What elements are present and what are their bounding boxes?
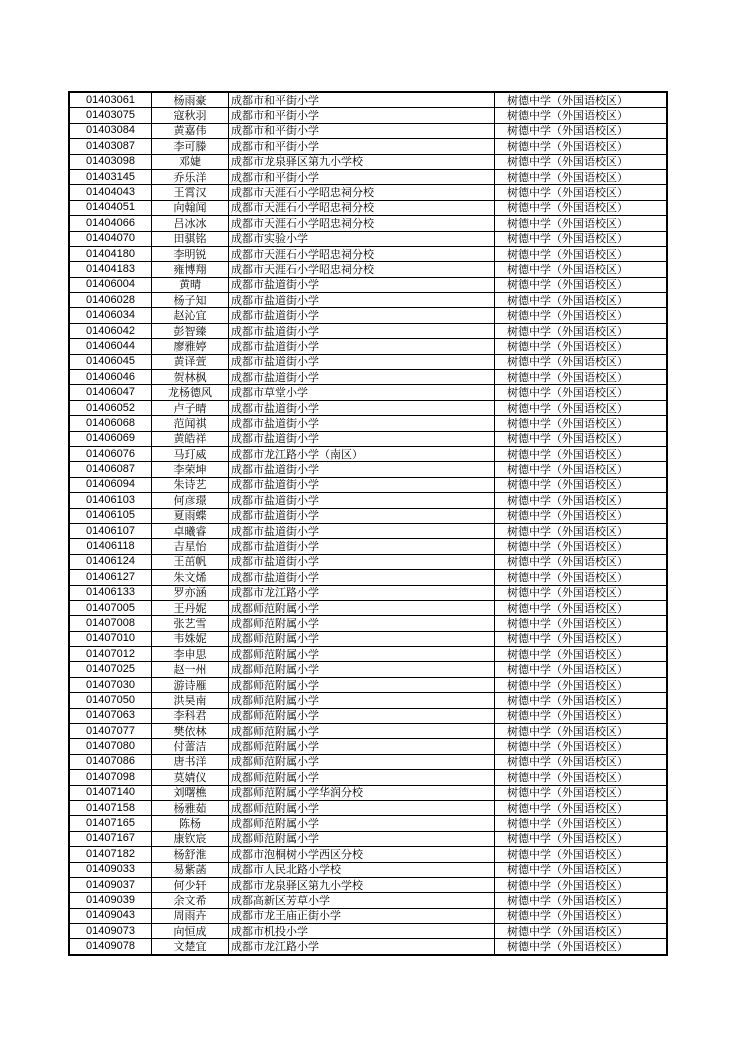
- student-name-cell: 邓婕: [152, 154, 229, 169]
- admitted-school-cell: 树德中学（外国语校区）: [495, 816, 668, 831]
- student-name-cell: 唐书洋: [152, 754, 229, 769]
- student-id-cell: 01406107: [69, 523, 152, 538]
- table-row: [69, 262, 667, 277]
- primary-school-cell: 成都市实验小学: [229, 231, 495, 246]
- student-name-cell: 马玎威: [152, 446, 229, 461]
- primary-school-cell: 成都师范附属小学: [229, 831, 495, 846]
- primary-school-cell: 成都师范附属小学: [229, 647, 495, 662]
- student-id-cell: 01404180: [69, 246, 152, 261]
- admitted-school-cell: 树德中学（外国语校区）: [495, 662, 668, 677]
- student-id-cell: 01406045: [69, 354, 152, 369]
- student-id-cell: 01406124: [69, 554, 152, 569]
- student-name-cell: 何彦璟: [152, 493, 229, 508]
- table-row: [69, 600, 667, 615]
- admitted-school-cell: 树德中学（外国语校区）: [495, 862, 668, 877]
- student-id-cell: 01407025: [69, 662, 152, 677]
- student-id-cell: 01409073: [69, 924, 152, 939]
- table-row: [69, 908, 667, 923]
- admitted-school-cell: 树德中学（外国语校区）: [495, 370, 668, 385]
- student-id-cell: 01406069: [69, 431, 152, 446]
- student-name-cell: 李荣坤: [152, 462, 229, 477]
- student-name-cell: 杨子知: [152, 293, 229, 308]
- table-row: [69, 169, 667, 184]
- admitted-school-cell: 树德中学（外国语校区）: [495, 354, 668, 369]
- student-id-cell: 01409037: [69, 877, 152, 892]
- student-name-cell: 王霄汉: [152, 185, 229, 200]
- admitted-school-cell: 树德中学（外国语校区）: [495, 139, 668, 154]
- primary-school-cell: 成都市盐道街小学: [229, 354, 495, 369]
- table-row: [69, 231, 667, 246]
- admitted-school-cell: 树德中学（外国语校区）: [495, 893, 668, 908]
- table-row: [69, 770, 667, 785]
- student-id-cell: 01406094: [69, 477, 152, 492]
- primary-school-cell: 成都市盐道街小学: [229, 570, 495, 585]
- table-row: [69, 385, 667, 400]
- table-row: [69, 400, 667, 415]
- primary-school-cell: 成都市龙泉驿区第九小学校: [229, 154, 495, 169]
- admitted-school-cell: 树德中学（外国语校区）: [495, 616, 668, 631]
- student-name-cell: 朱诗艺: [152, 477, 229, 492]
- admitted-school-cell: 树德中学（外国语校区）: [495, 508, 668, 523]
- admitted-school-cell: 树德中学（外国语校区）: [495, 847, 668, 862]
- table-row: [69, 431, 667, 446]
- student-id-cell: 01403098: [69, 154, 152, 169]
- student-name-cell: 黄皓祥: [152, 431, 229, 446]
- table-row: [69, 785, 667, 800]
- student-id-cell: 01406042: [69, 323, 152, 338]
- student-id-cell: 01406028: [69, 293, 152, 308]
- table-row: [69, 462, 667, 477]
- student-id-cell: 01404051: [69, 200, 152, 215]
- student-id-cell: 01406076: [69, 446, 152, 461]
- table-row: [69, 123, 667, 138]
- table-row: [69, 708, 667, 723]
- table-row: [69, 293, 667, 308]
- table-row: [69, 446, 667, 461]
- admitted-school-cell: 树德中学（外国语校区）: [495, 677, 668, 692]
- primary-school-cell: 成都市天涯石小学昭忠祠分校: [229, 185, 495, 200]
- admitted-school-cell: 树德中学（外国语校区）: [495, 154, 668, 169]
- primary-school-cell: 成都市天涯石小学昭忠祠分校: [229, 200, 495, 215]
- student-id-cell: 01407077: [69, 724, 152, 739]
- table-row: [69, 308, 667, 323]
- admitted-school-cell: 树德中学（外国语校区）: [495, 246, 668, 261]
- student-id-cell: 01407167: [69, 831, 152, 846]
- student-id-cell: 01407080: [69, 739, 152, 754]
- student-id-cell: 01407098: [69, 770, 152, 785]
- table-row: [69, 154, 667, 169]
- primary-school-cell: 成都市盐道街小学: [229, 277, 495, 292]
- primary-school-cell: 成都市和平街小学: [229, 139, 495, 154]
- student-name-cell: 王丹妮: [152, 600, 229, 615]
- student-name-cell: 何少轩: [152, 877, 229, 892]
- student-name-cell: 游诗雁: [152, 677, 229, 692]
- admitted-school-cell: 树德中学（外国语校区）: [495, 647, 668, 662]
- table-row: [69, 585, 667, 600]
- student-id-cell: 01407030: [69, 677, 152, 692]
- primary-school-cell: 成都师范附属小学: [229, 800, 495, 815]
- student-name-cell: 田骐铭: [152, 231, 229, 246]
- primary-school-cell: 成都市龙江路小学: [229, 585, 495, 600]
- student-id-cell: 01403075: [69, 108, 152, 123]
- primary-school-cell: 成都市盐道街小学: [229, 370, 495, 385]
- student-id-cell: 01407010: [69, 631, 152, 646]
- primary-school-cell: 成都市盐道街小学: [229, 339, 495, 354]
- student-id-cell: 01407182: [69, 847, 152, 862]
- table-row: [69, 847, 667, 862]
- admitted-school-cell: 树德中学（外国语校区）: [495, 554, 668, 569]
- table-row: [69, 246, 667, 261]
- table-row: [69, 800, 667, 815]
- admitted-school-cell: 树德中学（外国语校区）: [495, 724, 668, 739]
- admission-table: [68, 91, 668, 956]
- admitted-school-cell: 树德中学（外国语校区）: [495, 523, 668, 538]
- primary-school-cell: 成都市天涯石小学昭忠祠分校: [229, 216, 495, 231]
- student-id-cell: 01403087: [69, 139, 152, 154]
- student-name-cell: 韦姝妮: [152, 631, 229, 646]
- table-row: [69, 739, 667, 754]
- table-row: [69, 724, 667, 739]
- table-row: [69, 539, 667, 554]
- admitted-school-cell: 树德中学（外国语校区）: [495, 908, 668, 923]
- table-row: [69, 108, 667, 123]
- table-row: [69, 200, 667, 215]
- student-name-cell: 余文希: [152, 893, 229, 908]
- student-name-cell: 彭智臻: [152, 323, 229, 338]
- primary-school-cell: 成都师范附属小学: [229, 677, 495, 692]
- student-id-cell: 01406046: [69, 370, 152, 385]
- primary-school-cell: 成都市龙泉驿区第九小学校: [229, 877, 495, 892]
- table-row: [69, 662, 667, 677]
- student-id-cell: 01403145: [69, 169, 152, 184]
- admitted-school-cell: 树德中学（外国语校区）: [495, 708, 668, 723]
- student-id-cell: 01409033: [69, 862, 152, 877]
- table-row: [69, 523, 667, 538]
- table-row: [69, 508, 667, 523]
- primary-school-cell: 成都市龙江路小学（南区）: [229, 446, 495, 461]
- primary-school-cell: 成都市和平街小学: [229, 123, 495, 138]
- admitted-school-cell: 树德中学（外国语校区）: [495, 631, 668, 646]
- admitted-school-cell: 树德中学（外国语校区）: [495, 831, 668, 846]
- student-name-cell: 乔乐洋: [152, 169, 229, 184]
- table-row: [69, 816, 667, 831]
- admitted-school-cell: 树德中学（外国语校区）: [495, 200, 668, 215]
- admitted-school-cell: 树德中学（外国语校区）: [495, 585, 668, 600]
- student-name-cell: 刘曙樵: [152, 785, 229, 800]
- student-name-cell: 李申思: [152, 647, 229, 662]
- primary-school-cell: 成都师范附属小学: [229, 616, 495, 631]
- student-id-cell: 01406052: [69, 400, 152, 415]
- student-name-cell: 莫婧仪: [152, 770, 229, 785]
- primary-school-cell: 成都师范附属小学: [229, 816, 495, 831]
- student-id-cell: 01409039: [69, 893, 152, 908]
- table-row: [69, 323, 667, 338]
- primary-school-cell: 成都市天涯石小学昭忠祠分校: [229, 246, 495, 261]
- student-id-cell: 01406103: [69, 493, 152, 508]
- student-id-cell: 01406118: [69, 539, 152, 554]
- student-name-cell: 文楚宜: [152, 939, 229, 955]
- primary-school-cell: 成都师范附属小学: [229, 600, 495, 615]
- table-row: [69, 477, 667, 492]
- admitted-school-cell: 树德中学（外国语校区）: [495, 539, 668, 554]
- primary-school-cell: 成都师范附属小学: [229, 693, 495, 708]
- admitted-school-cell: 树德中学（外国语校区）: [495, 169, 668, 184]
- primary-school-cell: 成都市龙江路小学: [229, 939, 495, 955]
- student-name-cell: 黄译萱: [152, 354, 229, 369]
- table-row: [69, 185, 667, 200]
- primary-school-cell: 成都市泡桐树小学西区分校: [229, 847, 495, 862]
- admitted-school-cell: 树德中学（外国语校区）: [495, 185, 668, 200]
- admitted-school-cell: 树德中学（外国语校区）: [495, 770, 668, 785]
- primary-school-cell: 成都师范附属小学: [229, 770, 495, 785]
- table-row: [69, 616, 667, 631]
- admitted-school-cell: 树德中学（外国语校区）: [495, 739, 668, 754]
- student-name-cell: 王茁帆: [152, 554, 229, 569]
- student-name-cell: 寇秋羽: [152, 108, 229, 123]
- student-id-cell: 01406034: [69, 308, 152, 323]
- primary-school-cell: 成都市天涯石小学昭忠祠分校: [229, 262, 495, 277]
- student-name-cell: 贺林枫: [152, 370, 229, 385]
- student-id-cell: 01406047: [69, 385, 152, 400]
- student-id-cell: 01404043: [69, 185, 152, 200]
- student-name-cell: 赵沁宜: [152, 308, 229, 323]
- admitted-school-cell: 树德中学（外国语校区）: [495, 431, 668, 446]
- admitted-school-cell: 树德中学（外国语校区）: [495, 477, 668, 492]
- student-name-cell: 杨舒淮: [152, 847, 229, 862]
- table-row: [69, 831, 667, 846]
- student-name-cell: 廖雅婷: [152, 339, 229, 354]
- student-id-cell: 01407165: [69, 816, 152, 831]
- admitted-school-cell: 树德中学（外国语校区）: [495, 446, 668, 461]
- admitted-school-cell: 树德中学（外国语校区）: [495, 92, 668, 108]
- student-name-cell: 李明锐: [152, 246, 229, 261]
- primary-school-cell: 成都市盐道街小学: [229, 400, 495, 415]
- admitted-school-cell: 树德中学（外国语校区）: [495, 216, 668, 231]
- admitted-school-cell: 树德中学（外国语校区）: [495, 231, 668, 246]
- table-row: [69, 631, 667, 646]
- student-name-cell: 张艺雪: [152, 616, 229, 631]
- admitted-school-cell: 树德中学（外国语校区）: [495, 693, 668, 708]
- student-name-cell: 向翰闻: [152, 200, 229, 215]
- table-row: [69, 939, 667, 955]
- admitted-school-cell: 树德中学（外国语校区）: [495, 323, 668, 338]
- primary-school-cell: 成都市盐道街小学: [229, 462, 495, 477]
- student-name-cell: 李科君: [152, 708, 229, 723]
- admitted-school-cell: 树德中学（外国语校区）: [495, 416, 668, 431]
- table-row: [69, 647, 667, 662]
- student-id-cell: 01403061: [69, 92, 152, 108]
- primary-school-cell: 成都市盐道街小学: [229, 323, 495, 338]
- student-name-cell: 杨雅茹: [152, 800, 229, 815]
- table-row: [69, 862, 667, 877]
- admitted-school-cell: 树德中学（外国语校区）: [495, 570, 668, 585]
- student-name-cell: 吉星怡: [152, 539, 229, 554]
- admitted-school-cell: 树德中学（外国语校区）: [495, 754, 668, 769]
- table-row: [69, 92, 667, 108]
- student-name-cell: 龙杨德风: [152, 385, 229, 400]
- table-row: [69, 877, 667, 892]
- primary-school-cell: 成都市人民北路小学校: [229, 862, 495, 877]
- table-row: [69, 339, 667, 354]
- student-name-cell: 卢子晴: [152, 400, 229, 415]
- table-row: [69, 416, 667, 431]
- admitted-school-cell: 树德中学（外国语校区）: [495, 939, 668, 955]
- student-name-cell: 黄嘉伟: [152, 123, 229, 138]
- student-name-cell: 夏雨蝶: [152, 508, 229, 523]
- student-name-cell: 杨雨豪: [152, 92, 229, 108]
- primary-school-cell: 成都师范附属小学: [229, 631, 495, 646]
- admitted-school-cell: 树德中学（外国语校区）: [495, 108, 668, 123]
- student-id-cell: 01404183: [69, 262, 152, 277]
- table-body: [69, 92, 667, 955]
- admitted-school-cell: 树德中学（外国语校区）: [495, 277, 668, 292]
- table-row: [69, 693, 667, 708]
- student-name-cell: 洪昊南: [152, 693, 229, 708]
- table-row: [69, 893, 667, 908]
- admitted-school-cell: 树德中学（外国语校区）: [495, 293, 668, 308]
- primary-school-cell: 成都市盐道街小学: [229, 539, 495, 554]
- primary-school-cell: 成都师范附属小学: [229, 662, 495, 677]
- student-id-cell: 01407050: [69, 693, 152, 708]
- student-id-cell: 01406133: [69, 585, 152, 600]
- admitted-school-cell: 树德中学（外国语校区）: [495, 924, 668, 939]
- primary-school-cell: 成都市盐道街小学: [229, 431, 495, 446]
- primary-school-cell: 成都市盐道街小学: [229, 477, 495, 492]
- table-row: [69, 677, 667, 692]
- student-id-cell: 01407086: [69, 754, 152, 769]
- table-row: [69, 493, 667, 508]
- student-id-cell: 01409078: [69, 939, 152, 955]
- student-id-cell: 01407008: [69, 616, 152, 631]
- admitted-school-cell: 树德中学（外国语校区）: [495, 339, 668, 354]
- primary-school-cell: 成都市和平街小学: [229, 108, 495, 123]
- student-name-cell: 周雨卉: [152, 908, 229, 923]
- primary-school-cell: 成都市盐道街小学: [229, 293, 495, 308]
- student-id-cell: 01406068: [69, 416, 152, 431]
- student-id-cell: 01406127: [69, 570, 152, 585]
- admitted-school-cell: 树德中学（外国语校区）: [495, 800, 668, 815]
- table-row: [69, 216, 667, 231]
- primary-school-cell: 成都高新区芳草小学: [229, 893, 495, 908]
- table-row: [69, 354, 667, 369]
- student-name-cell: 樊依林: [152, 724, 229, 739]
- admitted-school-cell: 树德中学（外国语校区）: [495, 308, 668, 323]
- student-name-cell: 易紫菡: [152, 862, 229, 877]
- primary-school-cell: 成都师范附属小学: [229, 739, 495, 754]
- student-name-cell: 朱文烯: [152, 570, 229, 585]
- primary-school-cell: 成都市盐道街小学: [229, 523, 495, 538]
- student-id-cell: 01403084: [69, 123, 152, 138]
- admitted-school-cell: 树德中学（外国语校区）: [495, 462, 668, 477]
- admitted-school-cell: 树德中学（外国语校区）: [495, 400, 668, 415]
- student-id-cell: 01406044: [69, 339, 152, 354]
- primary-school-cell: 成都师范附属小学: [229, 724, 495, 739]
- student-name-cell: 黄晴: [152, 277, 229, 292]
- student-name-cell: 康钦宸: [152, 831, 229, 846]
- student-name-cell: 雍博翔: [152, 262, 229, 277]
- student-name-cell: 陈杨: [152, 816, 229, 831]
- table-row: [69, 139, 667, 154]
- table-row: [69, 754, 667, 769]
- student-id-cell: 01404070: [69, 231, 152, 246]
- student-name-cell: 向恒成: [152, 924, 229, 939]
- student-id-cell: 01406004: [69, 277, 152, 292]
- student-name-cell: 罗亦涵: [152, 585, 229, 600]
- student-name-cell: 范闻祺: [152, 416, 229, 431]
- primary-school-cell: 成都市盐道街小学: [229, 493, 495, 508]
- admitted-school-cell: 树德中学（外国语校区）: [495, 262, 668, 277]
- primary-school-cell: 成都市盐道街小学: [229, 508, 495, 523]
- student-id-cell: 01407140: [69, 785, 152, 800]
- admitted-school-cell: 树德中学（外国语校区）: [495, 877, 668, 892]
- primary-school-cell: 成都市盐道街小学: [229, 554, 495, 569]
- student-id-cell: 01406105: [69, 508, 152, 523]
- student-name-cell: 赵一州: [152, 662, 229, 677]
- primary-school-cell: 成都市和平街小学: [229, 169, 495, 184]
- admitted-school-cell: 树德中学（外国语校区）: [495, 385, 668, 400]
- table-row: [69, 370, 667, 385]
- student-name-cell: 李可滕: [152, 139, 229, 154]
- admitted-school-cell: 树德中学（外国语校区）: [495, 785, 668, 800]
- admitted-school-cell: 树德中学（外国语校区）: [495, 493, 668, 508]
- student-id-cell: 01407063: [69, 708, 152, 723]
- primary-school-cell: 成都师范附属小学华润分校: [229, 785, 495, 800]
- student-id-cell: 01407005: [69, 600, 152, 615]
- student-name-cell: 卓曦睿: [152, 523, 229, 538]
- student-name-cell: 付蕾洁: [152, 739, 229, 754]
- primary-school-cell: 成都市和平街小学: [229, 92, 495, 108]
- table-row: [69, 570, 667, 585]
- admitted-school-cell: 树德中学（外国语校区）: [495, 123, 668, 138]
- primary-school-cell: 成都市龙王庙正街小学: [229, 908, 495, 923]
- student-id-cell: 01406087: [69, 462, 152, 477]
- primary-school-cell: 成都师范附属小学: [229, 708, 495, 723]
- primary-school-cell: 成都市机投小学: [229, 924, 495, 939]
- student-id-cell: 01409043: [69, 908, 152, 923]
- student-name-cell: 吕冰冰: [152, 216, 229, 231]
- primary-school-cell: 成都市盐道街小学: [229, 308, 495, 323]
- primary-school-cell: 成都市盐道街小学: [229, 416, 495, 431]
- student-id-cell: 01407158: [69, 800, 152, 815]
- student-id-cell: 01404066: [69, 216, 152, 231]
- table-row: [69, 924, 667, 939]
- primary-school-cell: 成都市草堂小学: [229, 385, 495, 400]
- primary-school-cell: 成都师范附属小学: [229, 754, 495, 769]
- student-id-cell: 01407012: [69, 647, 152, 662]
- admitted-school-cell: 树德中学（外国语校区）: [495, 600, 668, 615]
- table-row: [69, 554, 667, 569]
- table-row: [69, 277, 667, 292]
